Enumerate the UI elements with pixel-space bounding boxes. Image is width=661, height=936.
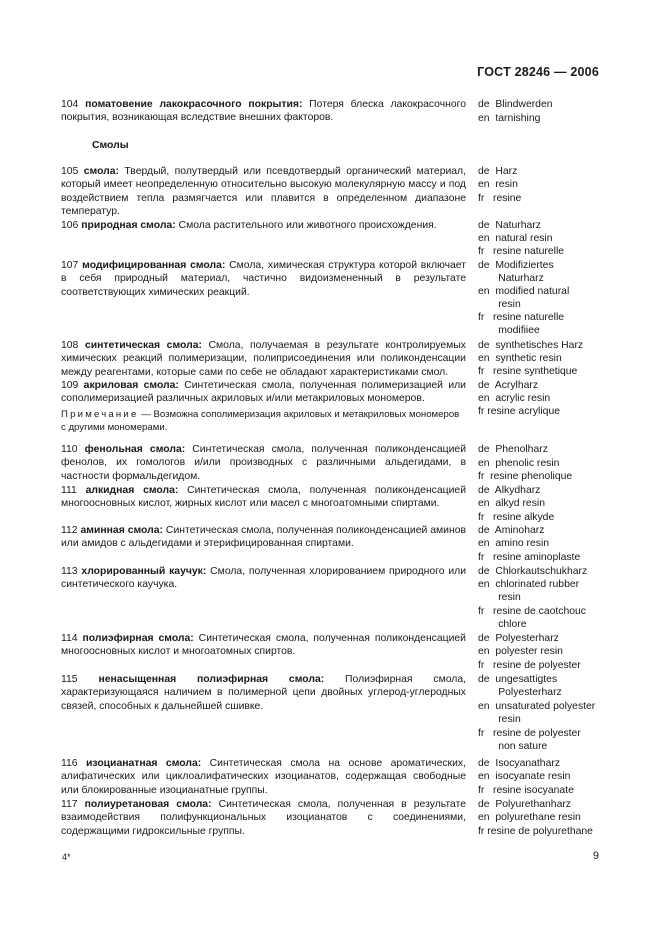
translation-line: fr resine de polyester	[478, 728, 581, 739]
term-number: 109	[61, 380, 79, 391]
term-entry-115	[61, 673, 466, 713]
term-number: 116	[61, 758, 78, 769]
translation-line: fr resine isocyanate	[478, 785, 574, 796]
term-number: 106	[61, 220, 79, 231]
translation-line: en polyester resin	[478, 646, 563, 657]
term-title: алкидная смола:	[85, 485, 179, 496]
term-definition: Синтетическая смола, полученная полимеризацией или сополимеризацией различных акриловых и/или метакриловых мономеров.	[61, 380, 466, 405]
translation-line: en tarnishing	[478, 113, 541, 124]
term-title: акриловая смола:	[83, 380, 179, 391]
term-definition: Смола, получаемая в результате контролируемых химических реакций полимеризации, полиприсоединения или поликонденсации между реагентами, которые сами по себе не обладают характеристиками смол.	[61, 340, 466, 378]
term-definition: Синтетическая смола, полученная поликонденсацией многоосновных кислот и многоатомных спиртов.	[61, 633, 466, 658]
translation-line: de ungesattigtes	[478, 674, 558, 685]
term-number: 108	[61, 340, 79, 351]
term-definition: Смола, химическая структура которой включает в себя природный материал, частично видоизмененный в результате соответствующих химических реакций.	[61, 260, 466, 298]
translation-line: en natural resin	[478, 233, 553, 244]
standard-header: ГОСТ 28246 — 2006	[477, 65, 599, 79]
term-title: фенольная смола:	[84, 444, 186, 455]
translation-line: de Polyesterharz	[478, 633, 559, 644]
term-definition: Синтетическая смола, полученная поликонденсацией фенолов, их гомологов и/или производных с различными альдегидами, в частности формальдегидом.	[61, 444, 466, 482]
translation-line: fr resine naturelle	[478, 312, 565, 323]
term-title: модифицированная смола:	[82, 260, 226, 271]
term-definition: Твердый, полутвердый или псевдотвердый органический материал, который имеет неопределенную относительно высокую молекулярную массу и под воздействием тепла размягчается или плавится в определенном диапазоне температур.	[61, 166, 467, 218]
term-definition: Синтетическая смола, полученная в результате взаимодействия полифункциональных изоцианатов с соединениями, содержащими гидроксильные группы.	[61, 799, 466, 837]
term-entry-107	[61, 259, 466, 299]
term-title: хлорированный каучук:	[81, 566, 207, 577]
term-title: синтетическая смола:	[84, 340, 202, 351]
term-number: 105	[61, 166, 79, 177]
section-title: Смолы	[92, 140, 129, 151]
term-entry-110	[61, 443, 466, 483]
term-title: смола:	[83, 166, 120, 177]
term-number: 112	[61, 525, 78, 536]
term-entry-106	[61, 219, 466, 232]
translation-line: de Modifiziertes	[478, 260, 554, 271]
term-entry-104	[61, 98, 466, 125]
translation-line: de Alkydharz	[478, 485, 541, 496]
term-entry-109	[61, 379, 466, 406]
sheet-mark: 4*	[62, 852, 71, 862]
translation-line: de Harz	[478, 166, 518, 177]
translation-line: fr resine	[478, 193, 522, 204]
translation-line: fr resine naturelle	[478, 246, 565, 257]
term-entry-108	[61, 339, 466, 379]
term-entry-112	[61, 524, 466, 551]
translation-line: fr resine de polyester	[478, 660, 581, 671]
translation-line: fr resine aminoplaste	[478, 552, 581, 563]
translation-line: de Isocyanatharz	[478, 758, 561, 769]
translation-line: resin	[478, 299, 521, 310]
translation-line: en polyurethane resin	[478, 812, 581, 823]
term-definition: Потеря блеска лакокрасочного покрытия, возникающая вследствие внешних факторов.	[61, 99, 467, 124]
term-definition: Синтетическая смола, полученная поликонденсацией многоосновных кислот, жирных кислот или масел с многоатомными спиртами.	[61, 485, 466, 510]
term-number: 111	[61, 485, 77, 496]
translation-line: non sature	[478, 741, 548, 752]
term-definition: Синтетическая смола, полученная поликонденсацией аминов или амидов с альдегидами и этерифицированная спиртами.	[61, 525, 466, 550]
term-title: поматовение лакокрасочного покрытия:	[85, 99, 303, 110]
translation-line: en modified natural	[478, 286, 570, 297]
translation-line: en phenolic resin	[478, 458, 560, 469]
term-entry-113	[61, 565, 466, 592]
term-title: изоцианатная смола:	[86, 758, 202, 769]
term-definition: Смола, полученная хлорированием природного или синтетического каучука.	[61, 566, 466, 591]
translation-line: en resin	[478, 179, 518, 190]
term-number: 114	[61, 633, 78, 644]
translation-line: de Acrylharz	[478, 380, 539, 391]
note-label: Примечание	[61, 409, 139, 420]
page-number: 9	[592, 850, 599, 862]
translation-line: fr resine phenolique	[478, 471, 573, 482]
term-entry-111	[61, 484, 466, 511]
term-definition: Синтетическая смола на основе ароматических, алифатических или циклоалифатических изоцианатов, содержащая свободные или блокированные изоцианатные группы.	[61, 758, 466, 796]
term-number: 110	[61, 444, 78, 455]
translation-line: modifiiee	[478, 325, 540, 336]
translation-line: en synthetic resin	[478, 353, 562, 364]
translation-line: en chlorinated rubber	[478, 579, 580, 590]
translation-line: en amino resin	[478, 538, 550, 549]
term-number: 107	[61, 260, 79, 271]
translation-line: fr resine acrylique	[478, 406, 561, 417]
term-entry-105	[61, 165, 466, 219]
translation-line: de synthetisches Harz	[478, 340, 584, 351]
term-number: 115	[61, 674, 78, 685]
term-title: полиуретановая смола:	[84, 799, 212, 810]
translation-line: Polyesterharz	[478, 687, 562, 698]
term-number: 104	[61, 99, 79, 110]
translation-line: Naturharz	[478, 273, 544, 284]
translation-line: fr resine de polyurethane	[478, 826, 593, 837]
translation-line: resin	[478, 592, 521, 603]
translation-line: de Chlorkautschukharz	[478, 566, 588, 577]
term-number: 117	[61, 799, 78, 810]
term-title: ненасыщенная полиэфирная смола:	[98, 674, 325, 685]
translation-line: fr resine synthetique	[478, 366, 578, 377]
translation-line: chlore	[478, 619, 527, 630]
term-definition: Смола растительного или животного происхождения.	[175, 220, 437, 231]
term-title: полиэфирная смола:	[82, 633, 194, 644]
translation-line: fr resine alkyde	[478, 512, 555, 523]
translation-line: de Aminoharz	[478, 525, 545, 536]
term-entry-116	[61, 757, 466, 797]
term-title: аминная смола:	[80, 525, 163, 536]
term-number: 113	[61, 566, 78, 577]
term-entry-117	[61, 798, 466, 838]
term-title: природная смола:	[81, 220, 176, 231]
term-definition: Полиэфирная смола, характеризующаяся наличием в полимерной цепи двойных углерод-углеродных связей, способных к дальнейшей сшивке.	[61, 674, 467, 712]
translation-line: en acrylic resin	[478, 393, 551, 404]
translation-line: de Phenolharz	[478, 444, 548, 455]
translation-line: en unsaturated polyester	[478, 701, 596, 712]
translation-line: fr resine de caotchouc	[478, 606, 587, 617]
translation-line: resin	[478, 714, 521, 725]
note-text: — Возможна сополимеризация акриловых и метакриловых мономеров с другими мономерами.	[61, 409, 460, 433]
note	[61, 409, 466, 434]
translation-line: en isocyanate resin	[478, 771, 571, 782]
translation-line: de Polyurethanharz	[478, 799, 571, 810]
translation-line: en alkyd resin	[478, 498, 545, 509]
translation-line: de Naturharz	[478, 220, 541, 231]
term-entry-114	[61, 632, 466, 659]
translation-line: de Blindwerden	[478, 99, 553, 110]
